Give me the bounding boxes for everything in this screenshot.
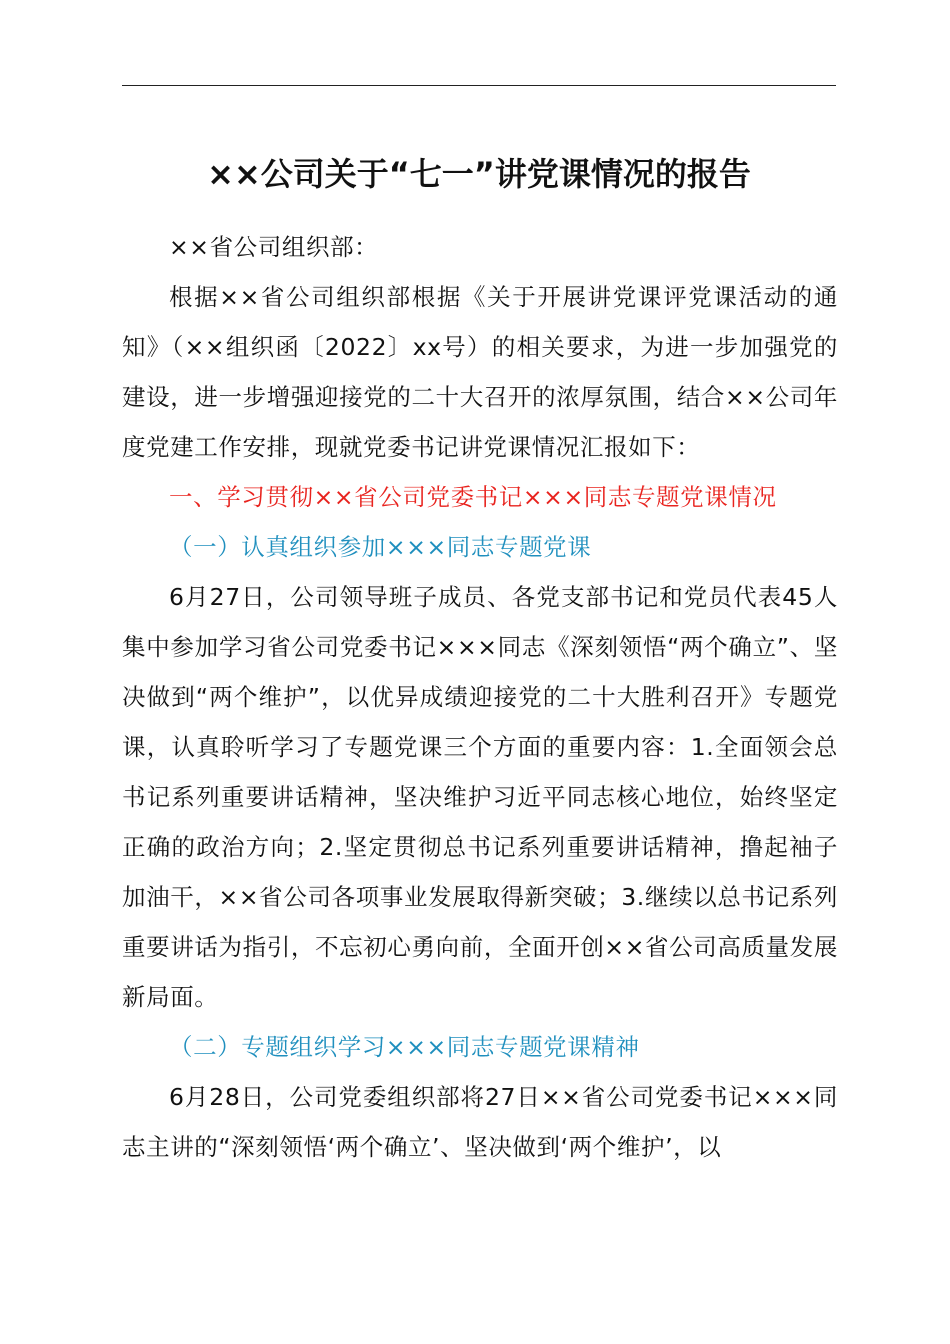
subsection-2-heading: （二）专题组织学习×××同志专题党课精神 xyxy=(169,1033,640,1061)
document-body xyxy=(122,222,838,1172)
subsection-1-heading: （一）认真组织参加×××同志专题党课 xyxy=(169,533,592,561)
section-1-heading: 一、学习贯彻××省公司党委书记×××同志专题党课情况 xyxy=(169,483,777,511)
salutation: ××省公司组织部： xyxy=(169,233,379,261)
document-title: ××公司关于“七一”讲党课情况的报告 xyxy=(207,155,751,193)
intro-paragraph: 根据××省公司组织部根据《关于开展讲党课评党课活动的通知》（××组织函〔2022〕xx号）的相关要求，为进一步加强党的建设，进一步增强迎接党的二十大召开的浓厚氛围，结合××公司年度党建工作安排，现就党委书记讲党课情况汇报如下： xyxy=(122,283,838,461)
subsection-2-paragraph: 6月28日，公司党委组织部将27日××省公司党委书记×××同志主讲的“深刻领悟‘两个确立’、坚决做到‘两个维护’，以 xyxy=(122,1083,838,1161)
subsection-1-paragraph: 6月27日，公司领导班子成员、各党支部书记和党员代表45人集中参加学习省公司党委书记×××同志《深刻领悟“两个确立”、坚决做到“两个维护”，以优异成绩迎接党的二十大胜利召开》专题党课，认真聆听学习了专题党课三个方面的重要内容：1.全面领会总书记系列重要讲话精神，坚决维护习近平同志核心地位，始终坚定正确的政治方向；2.坚定贯彻总书记系列重要讲话精神，撸起袖子加油干，××省公司各项事业发展取得新突破；3.继续以总书记系列重要讲话为指引，不忘初心勇向前，全面开创××省公司高质量发展新局面。 xyxy=(122,583,838,1011)
header-rule xyxy=(122,85,836,86)
